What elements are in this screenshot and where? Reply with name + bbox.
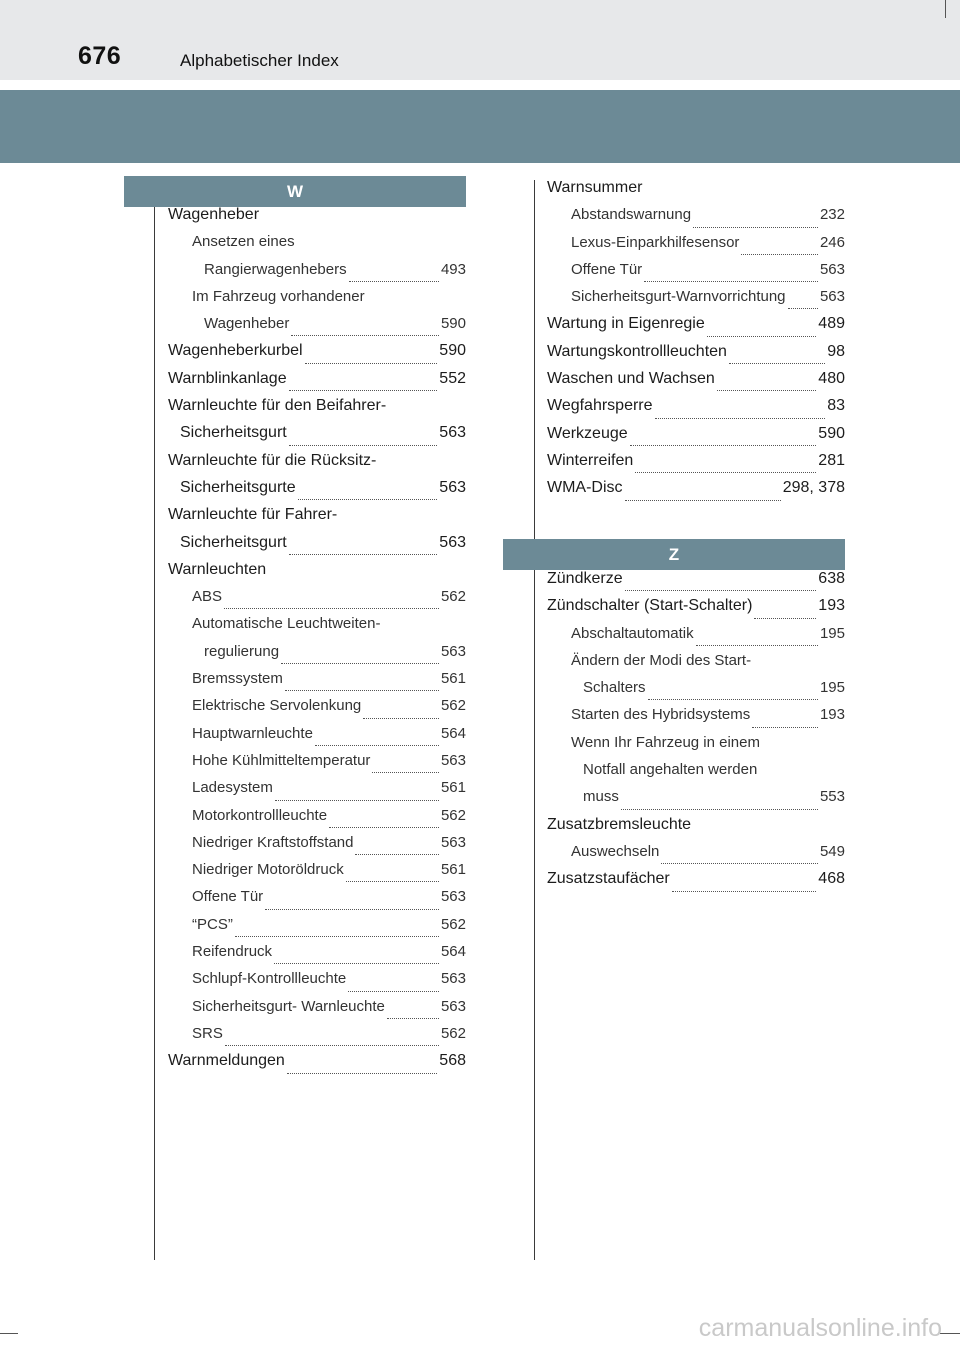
index-entry (168, 397, 466, 424)
index-entry-page: 98 (827, 342, 845, 360)
index-entry-term: Automatische Leuchtweiten- (192, 615, 381, 633)
index-entry (547, 452, 845, 479)
index-entry-term: Elektrische Servolenkung (192, 697, 362, 715)
index-entry-page: 83 (827, 397, 845, 415)
leader-dots (752, 718, 818, 728)
watermark: carmanualsonline.info (698, 1314, 942, 1342)
index-entry-page: 563 (440, 642, 466, 660)
index-entry-term: Warnleuchten (168, 560, 267, 578)
index-entry-term: Ändern der Modi des Start- (571, 651, 752, 669)
index-entry-page: 590 (818, 424, 845, 442)
index-entry-term: Bremssystem (192, 670, 283, 688)
index-entry-term: Zündschalter (Start-Schalter) (547, 597, 753, 615)
crop-mark (940, 1333, 960, 1334)
index-entry (168, 561, 466, 588)
index-entry (168, 370, 466, 397)
index-entry-term: Zusatzbremsleuchte (547, 815, 692, 833)
index-entry-term: Abstandswarnung (571, 206, 692, 224)
index-entry (547, 843, 845, 870)
index-column-left (168, 206, 466, 1080)
leader-dots (349, 272, 439, 282)
leader-dots (289, 544, 438, 555)
leader-dots (289, 380, 438, 391)
index-entry-page: 561 (440, 861, 466, 879)
leader-dots (235, 927, 439, 937)
index-entry (547, 734, 845, 761)
index-entry-term: muss (583, 788, 619, 806)
index-entry-term: Notfall angehalten werden (583, 761, 758, 779)
index-entry-term: Offene Tür (192, 888, 264, 906)
leader-dots (655, 408, 826, 419)
index-entry-page: 480 (818, 370, 845, 388)
index-entry-page: 563 (439, 533, 466, 551)
index-entry-term: Niedriger Kraftstoffstand (192, 833, 354, 851)
page-number: 676 (78, 42, 122, 70)
leader-dots (281, 654, 439, 664)
index-entry-term: Lexus-Einparkhilfesensor (571, 233, 740, 251)
leader-dots (291, 326, 439, 336)
right-column-rule (534, 180, 535, 1260)
index-entry-page: 590 (440, 315, 466, 333)
leader-dots (355, 845, 438, 855)
index-entry-page: 563 (440, 888, 466, 906)
leader-dots (635, 463, 816, 474)
leader-dots (693, 218, 818, 228)
index-entry (547, 706, 845, 733)
index-entry (168, 725, 466, 752)
index-entry-term: ABS (192, 588, 223, 606)
leader-dots (644, 272, 818, 282)
index-entry-term: Warnleuchte für den Beifahrer- (168, 397, 387, 415)
index-entry-page: 468 (818, 870, 845, 888)
leader-dots (372, 763, 439, 773)
leader-dots (625, 490, 781, 501)
leader-dots (287, 1063, 437, 1074)
index-entry (547, 870, 845, 897)
index-entry (547, 206, 845, 233)
index-entry (547, 234, 845, 261)
index-entry (547, 179, 845, 206)
index-entry-page: 232 (819, 206, 845, 224)
leader-dots (672, 881, 817, 892)
leader-dots (298, 490, 438, 501)
index-entry-page: 281 (818, 451, 845, 469)
index-entry-term: Warnsummer (547, 179, 643, 196)
letter-heading-z: Z (503, 539, 845, 570)
index-entry-term: Schalters (583, 679, 646, 697)
index-entry (168, 506, 466, 533)
index-entry (547, 343, 845, 370)
leader-dots (788, 299, 818, 309)
index-entry-term: Sicherheitsgurt (180, 424, 287, 442)
leader-dots (329, 818, 439, 828)
index-entry-term: WMA-Disc (547, 479, 623, 497)
index-entry-term: Ladesystem (192, 779, 273, 797)
index-entry (168, 424, 466, 451)
index-entry-term: Auswechseln (571, 842, 660, 860)
index-entry (168, 861, 466, 888)
leader-dots (225, 1036, 439, 1046)
index-entry-term: Hohe Kühlmitteltemperatur (192, 751, 371, 769)
index-entry-page: 561 (440, 779, 466, 797)
index-entry-term: Zusatzstaufächer (547, 870, 670, 888)
index-entry-term: Wagenheberkurbel (168, 342, 303, 360)
index-entry-page: 193 (818, 597, 845, 615)
index-entry-page: 563 (440, 970, 466, 988)
index-entry (547, 570, 845, 597)
index-entry-term: Sicherheitsgurt- Warnleuchte (192, 997, 385, 1015)
index-entry (168, 615, 466, 642)
index-entry (168, 534, 466, 561)
index-entry (547, 479, 845, 506)
index-entry-term: Ansetzen eines (192, 233, 295, 251)
leader-dots (717, 381, 817, 392)
leader-dots (274, 954, 439, 964)
index-entry-term: Wartungskontrollleuchten (547, 342, 727, 360)
index-entry-page: 195 (819, 624, 845, 642)
left-column-rule (154, 205, 155, 1260)
index-entry-term: Abschaltautomatik (571, 624, 694, 642)
index-entry-term: Im Fahrzeug vorhandener (192, 287, 365, 305)
page-title: Alphabetischer Index (180, 51, 339, 70)
leader-dots (387, 1009, 439, 1019)
index-entry-term: Winterreifen (547, 451, 634, 469)
index-entry-page: 195 (819, 679, 845, 697)
index-entry (168, 998, 466, 1025)
index-entry (168, 779, 466, 806)
index-entry-term: Niedriger Motoröldruck (192, 861, 344, 879)
crop-mark (0, 1333, 18, 1334)
index-entry-term: Wenn Ihr Fahrzeug in einem (571, 733, 760, 751)
index-entry-page: 638 (818, 570, 845, 587)
index-entry (547, 816, 845, 843)
leader-dots (729, 353, 825, 364)
index-entry (168, 452, 466, 479)
leader-dots (265, 900, 439, 910)
leader-dots (754, 608, 816, 619)
index-entry-term: Wagenheber (204, 315, 290, 333)
index-entry-page: 563 (440, 997, 466, 1015)
index-entry-page: 493 (440, 260, 466, 278)
leader-dots (285, 681, 439, 691)
index-entry-page: 562 (440, 915, 466, 933)
index-entry (168, 1052, 466, 1079)
header-band (0, 0, 960, 80)
section-band (0, 90, 960, 163)
index-entry-page: 563 (819, 260, 845, 278)
index-entry (547, 761, 845, 788)
leader-dots (630, 435, 817, 446)
index-entry (168, 315, 466, 342)
index-entry (168, 643, 466, 670)
index-entry-page: 564 (440, 943, 466, 961)
index-entry-term: Sicherheitsgurt (180, 533, 287, 551)
index-entry-term: Wagenheber (168, 206, 260, 223)
index-entry (168, 479, 466, 506)
index-entry-term: Warnblinkanlage (168, 369, 287, 387)
index-entry-page: 564 (440, 724, 466, 742)
index-entry (168, 342, 466, 369)
index-entry-page: 193 (819, 706, 845, 724)
index-entry (168, 807, 466, 834)
index-entry-term: Warnmeldungen (168, 1052, 285, 1070)
crop-mark (945, 0, 946, 18)
index-entry-term: “PCS” (192, 915, 233, 933)
index-entry (168, 970, 466, 997)
leader-dots (741, 245, 818, 255)
leader-dots (224, 599, 439, 609)
index-entry (547, 597, 845, 624)
index-column-right-top (547, 179, 845, 507)
index-entry-term: Sicherheitsgurte (180, 478, 296, 496)
index-entry-page: 562 (440, 697, 466, 715)
index-entry (168, 888, 466, 915)
leader-dots (625, 581, 817, 592)
index-entry (547, 315, 845, 342)
index-entry (547, 652, 845, 679)
index-entry-term: Motorkontrollleuchte (192, 806, 328, 824)
leader-dots (315, 736, 439, 746)
index-entry-page: 590 (439, 342, 466, 360)
index-entry-term: Hauptwarnleuchte (192, 724, 313, 742)
index-entry-page: 246 (819, 233, 845, 251)
index-entry-page: 563 (440, 833, 466, 851)
letter-heading-w: W (124, 176, 466, 207)
index-entry (168, 206, 466, 233)
index-entry-page: 298, 378 (782, 479, 845, 497)
leader-dots (275, 791, 439, 801)
index-entry-term: regulierung (204, 642, 280, 660)
index-entry-page: 561 (440, 670, 466, 688)
index-entry-page: 562 (440, 806, 466, 824)
leader-dots (621, 800, 818, 810)
index-entry (168, 916, 466, 943)
leader-dots (289, 435, 438, 446)
leader-dots (348, 982, 439, 992)
index-entry-term: Wartung in Eigenregie (547, 315, 705, 333)
leader-dots (363, 709, 439, 719)
index-entry-page: 553 (819, 788, 845, 806)
index-entry-term: Rangierwagenhebers (204, 260, 347, 278)
index-entry-term: Reifendruck (192, 943, 273, 961)
index-entry-page: 562 (440, 588, 466, 606)
index-entry-page: 563 (439, 424, 466, 442)
index-entry (168, 588, 466, 615)
index-entry-page: 489 (818, 315, 845, 333)
index-entry (168, 943, 466, 970)
index-entry-page: 552 (439, 369, 466, 387)
leader-dots (346, 872, 439, 882)
index-entry-page: 568 (439, 1052, 466, 1070)
index-entry-term: Wegfahrsperre (547, 397, 653, 415)
index-entry (168, 697, 466, 724)
index-entry (168, 834, 466, 861)
index-entry-term: Starten des Hybridsystems (571, 706, 751, 724)
leader-dots (661, 854, 818, 864)
index-entry-term: Offene Tür (571, 260, 643, 278)
index-entry (547, 288, 845, 315)
index-entry (547, 679, 845, 706)
index-entry-term: SRS (192, 1024, 223, 1042)
leader-dots (696, 636, 818, 646)
index-entry-term: Waschen und Wachsen (547, 370, 715, 388)
index-entry (168, 1025, 466, 1052)
index-entry (547, 261, 845, 288)
index-entry-term: Warnleuchte für die Rücksitz- (168, 451, 377, 469)
index-entry (547, 397, 845, 424)
index-entry (547, 370, 845, 397)
index-entry-page: 563 (439, 478, 466, 496)
index-entry-term: Warnleuchte für Fahrer- (168, 506, 338, 524)
index-entry-page: 563 (440, 751, 466, 769)
index-entry (168, 288, 466, 315)
index-entry (168, 752, 466, 779)
index-entry (547, 425, 845, 452)
index-column-right-bottom (547, 570, 845, 898)
index-entry-term: Zündkerze (547, 570, 623, 587)
index-entry (168, 233, 466, 260)
leader-dots (305, 353, 438, 364)
index-entry (547, 788, 845, 815)
index-entry-term: Werkzeuge (547, 424, 628, 442)
leader-dots (707, 326, 817, 337)
index-entry-page: 549 (819, 842, 845, 860)
index-entry-page: 562 (440, 1024, 466, 1042)
index-entry-term: Schlupf-Kontrollleuchte (192, 970, 347, 988)
index-entry (168, 670, 466, 697)
index-entry (547, 625, 845, 652)
index-entry-page: 563 (819, 288, 845, 306)
index-entry-term: Sicherheitsgurt-Warnvorrichtung (571, 288, 786, 306)
index-entry (168, 261, 466, 288)
leader-dots (648, 690, 818, 700)
